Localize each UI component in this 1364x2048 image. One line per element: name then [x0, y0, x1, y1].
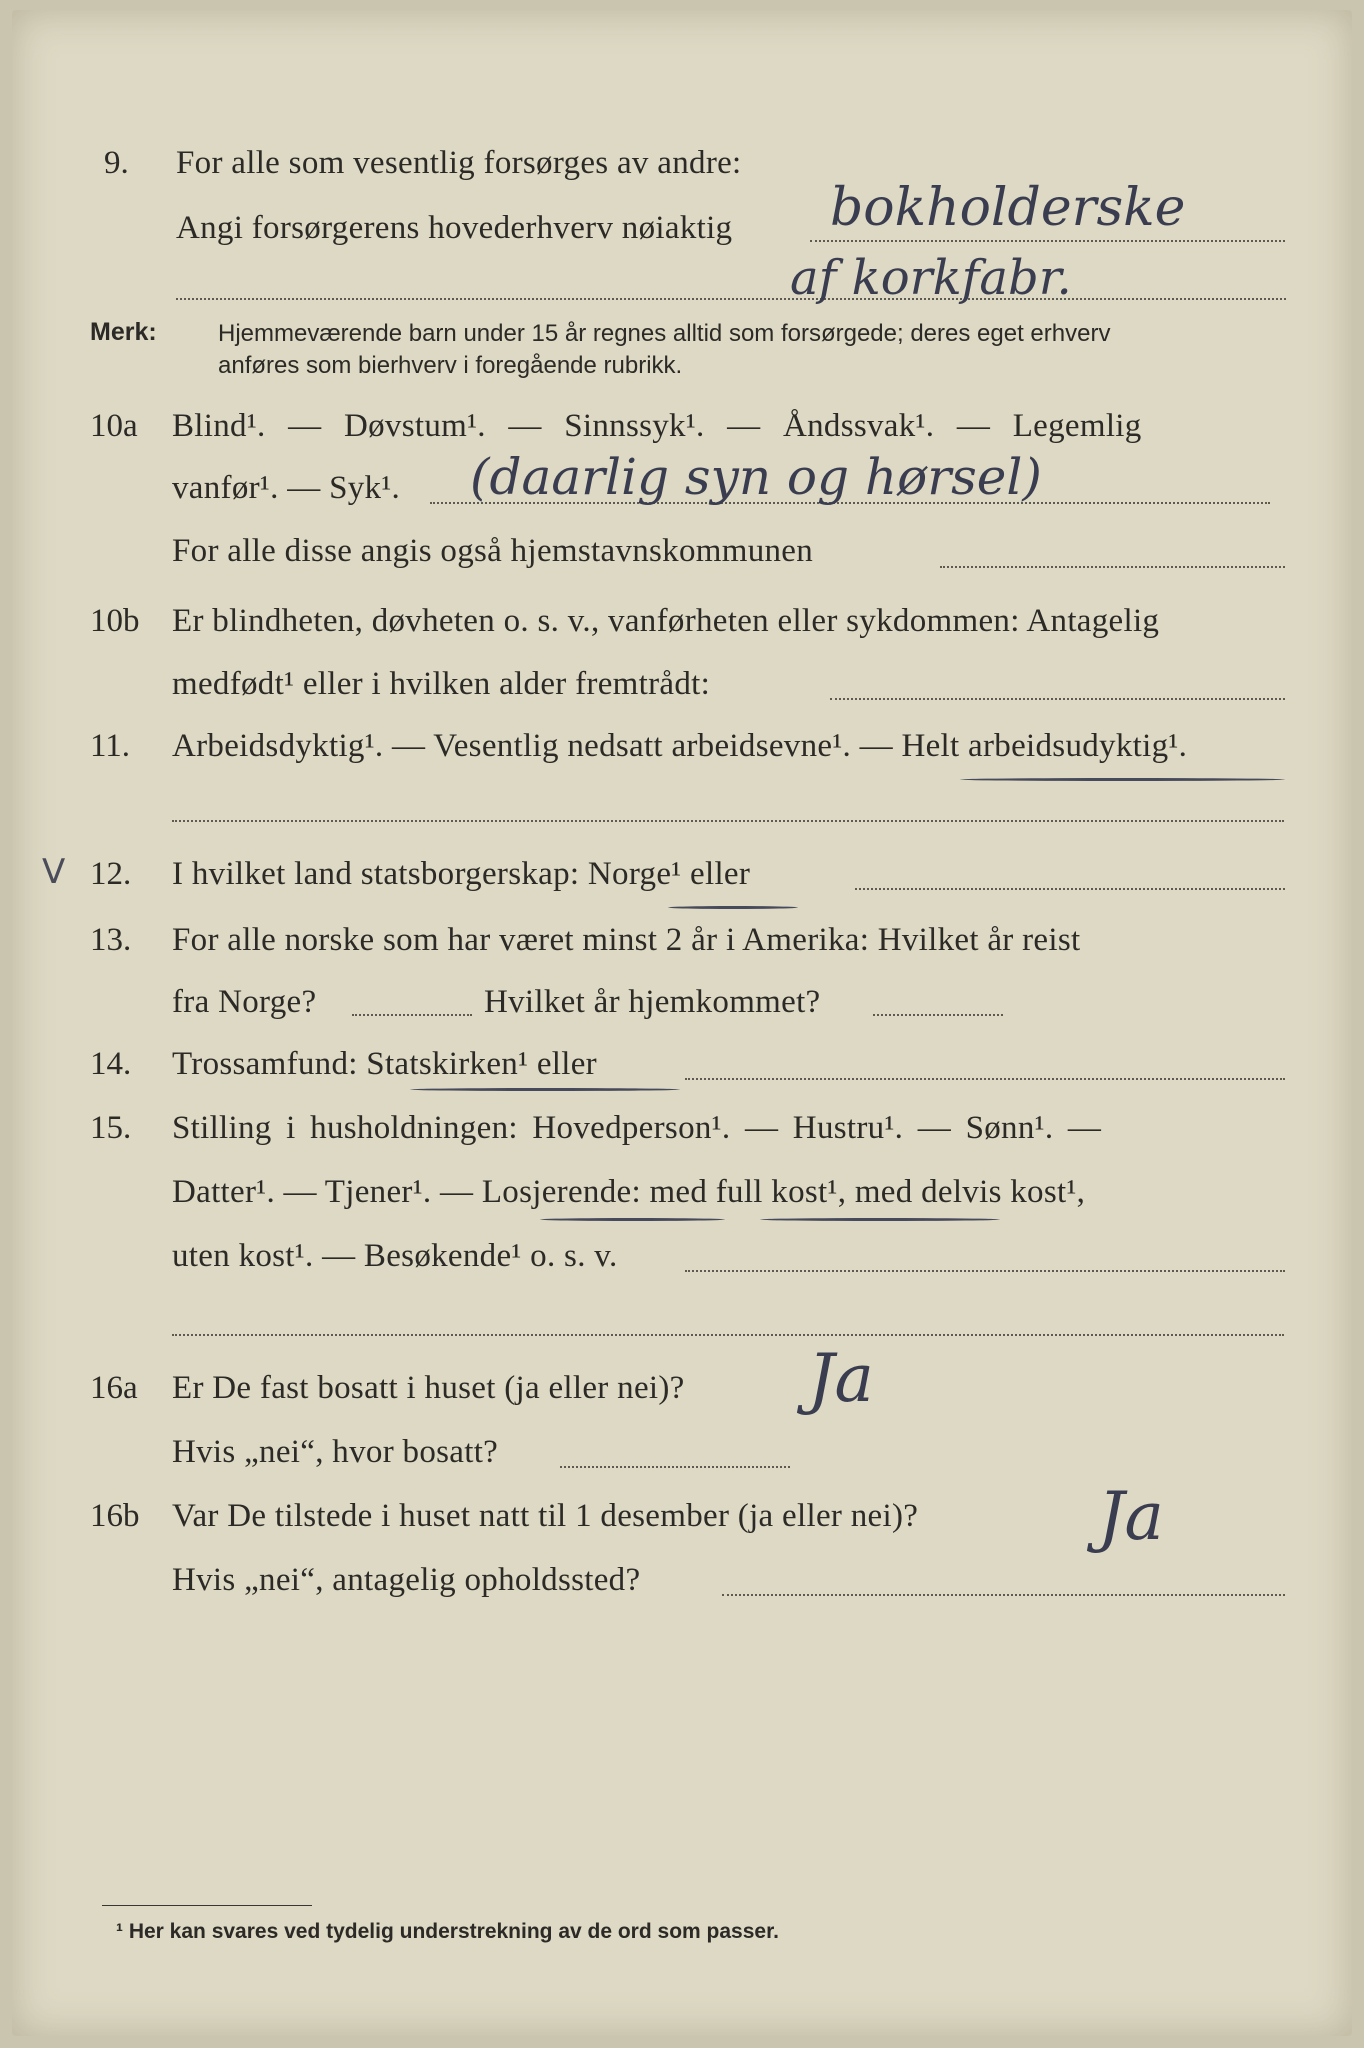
merk-line2: anføres som bierhverv i foregående rubrikk. [218, 352, 683, 379]
q15-full-kost-underline [760, 1218, 1000, 1221]
q14-line1: Trossamfund: Statskirken¹ eller [172, 1046, 597, 1082]
q16a-handwritten-answer: Ja [808, 1340, 874, 1417]
q10b-answer-line [830, 698, 1285, 700]
q12-check-mark: V [42, 852, 66, 892]
q10b-line1: Er blindheten, døvheten o. s. v., vanførheten eller sykdommen: Antagelig [172, 603, 1160, 639]
q9-answer-line2 [176, 298, 1286, 300]
q10a-handwritten-answer: (daarlig syn og hørsel) [470, 448, 1042, 506]
q15-answer-line1 [685, 1270, 1285, 1272]
q15-line1: Stilling i husholdningen: Hovedperson¹. — Hustru¹. — Sønn¹. — [172, 1110, 1102, 1146]
q10a-number: 10a [90, 408, 138, 444]
q15-answer-line2 [172, 1334, 1284, 1336]
q16a-answer-line [560, 1466, 790, 1468]
q16a-line1: Er De fast bosatt i huset (ja eller nei)? [172, 1370, 685, 1406]
q16a-line2: Hvis „nei“, hvor bosatt? [172, 1434, 499, 1470]
census-form-page [12, 10, 1352, 2036]
q9-handwritten-answer1: bokholderske [830, 178, 1186, 238]
q13-line1: For alle norske som har været minst 2 år i Amerika: Hvilket år reist [172, 922, 1081, 958]
q11-handwritten-underline [960, 778, 1285, 781]
q10a-line2: vanfør¹. — Syk¹. [172, 470, 401, 506]
q10a-line1: Blind¹. — Døvstum¹. — Sinnssyk¹. — Åndssvak¹. — Legemlig [172, 408, 1142, 444]
merk-line1: Hjemmeværende barn under 15 år regnes alltid som forsørgede; deres eget erhverv [218, 320, 1111, 347]
q15-line2: Datter¹. — Tjener¹. — Losjerende: med full kost¹, med delvis kost¹, [172, 1174, 1086, 1210]
q12-handwritten-underline [668, 906, 798, 909]
q14-handwritten-underline [410, 1088, 680, 1091]
q12-answer-line [855, 888, 1285, 890]
q16b-handwritten-answer: Ja [1098, 1478, 1164, 1555]
q11-line1: Arbeidsdyktig¹. — Vesentlig nedsatt arbeidsevne¹. — Helt arbeidsudyktig¹. [172, 728, 1188, 764]
footnote-rule [102, 1905, 312, 1906]
merk-label: Merk: [90, 318, 157, 346]
q13-line2b: Hvilket år hjemkommet? [484, 984, 821, 1020]
q14-number: 14. [90, 1046, 132, 1082]
q15-losjerende-underline [540, 1218, 725, 1221]
q15-number: 15. [90, 1110, 132, 1146]
q11-answer-line [172, 820, 1284, 822]
q16a-number: 16a [90, 1370, 138, 1406]
q9-number: 9. [104, 145, 129, 181]
q11-number: 11. [90, 728, 131, 764]
q10a-hometown-line [940, 566, 1285, 568]
q12-line1: I hvilket land statsborgerskap: Norge¹ eller [172, 856, 751, 892]
q13-left-year-line [352, 1014, 472, 1016]
q9-answer-line1 [810, 240, 1285, 242]
q9-handwritten-answer2: af korkfabr. [790, 250, 1072, 306]
q9-line1: For alle som vesentlig forsørges av andre: [176, 145, 742, 181]
q9-line2: Angi forsørgerens hovederhverv nøiaktig [176, 210, 733, 246]
q10b-line2: medfødt¹ eller i hvilken alder fremtrådt: [172, 666, 711, 702]
q16b-answer-line [722, 1594, 1285, 1596]
q16b-number: 16b [90, 1498, 140, 1534]
q10a-line3: For alle disse angis også hjemstavnskommunen [172, 533, 814, 569]
footnote: ¹ Her kan svares ved tydelig understrekning av de ord som passer. [116, 1920, 779, 1943]
q15-line3: uten kost¹. — Besøkende¹ o. s. v. [172, 1238, 618, 1274]
q13-return-year-line [873, 1014, 1003, 1016]
q16b-line2: Hvis „nei“, antagelig opholdssted? [172, 1562, 641, 1598]
q13-number: 13. [90, 922, 132, 958]
q16b-line1: Var De tilstede i huset natt til 1 desember (ja eller nei)? [172, 1498, 919, 1534]
q14-answer-line [685, 1078, 1285, 1080]
q10b-number: 10b [90, 603, 140, 639]
q12-number: 12. [90, 856, 132, 892]
q13-line2a: fra Norge? [172, 984, 317, 1020]
